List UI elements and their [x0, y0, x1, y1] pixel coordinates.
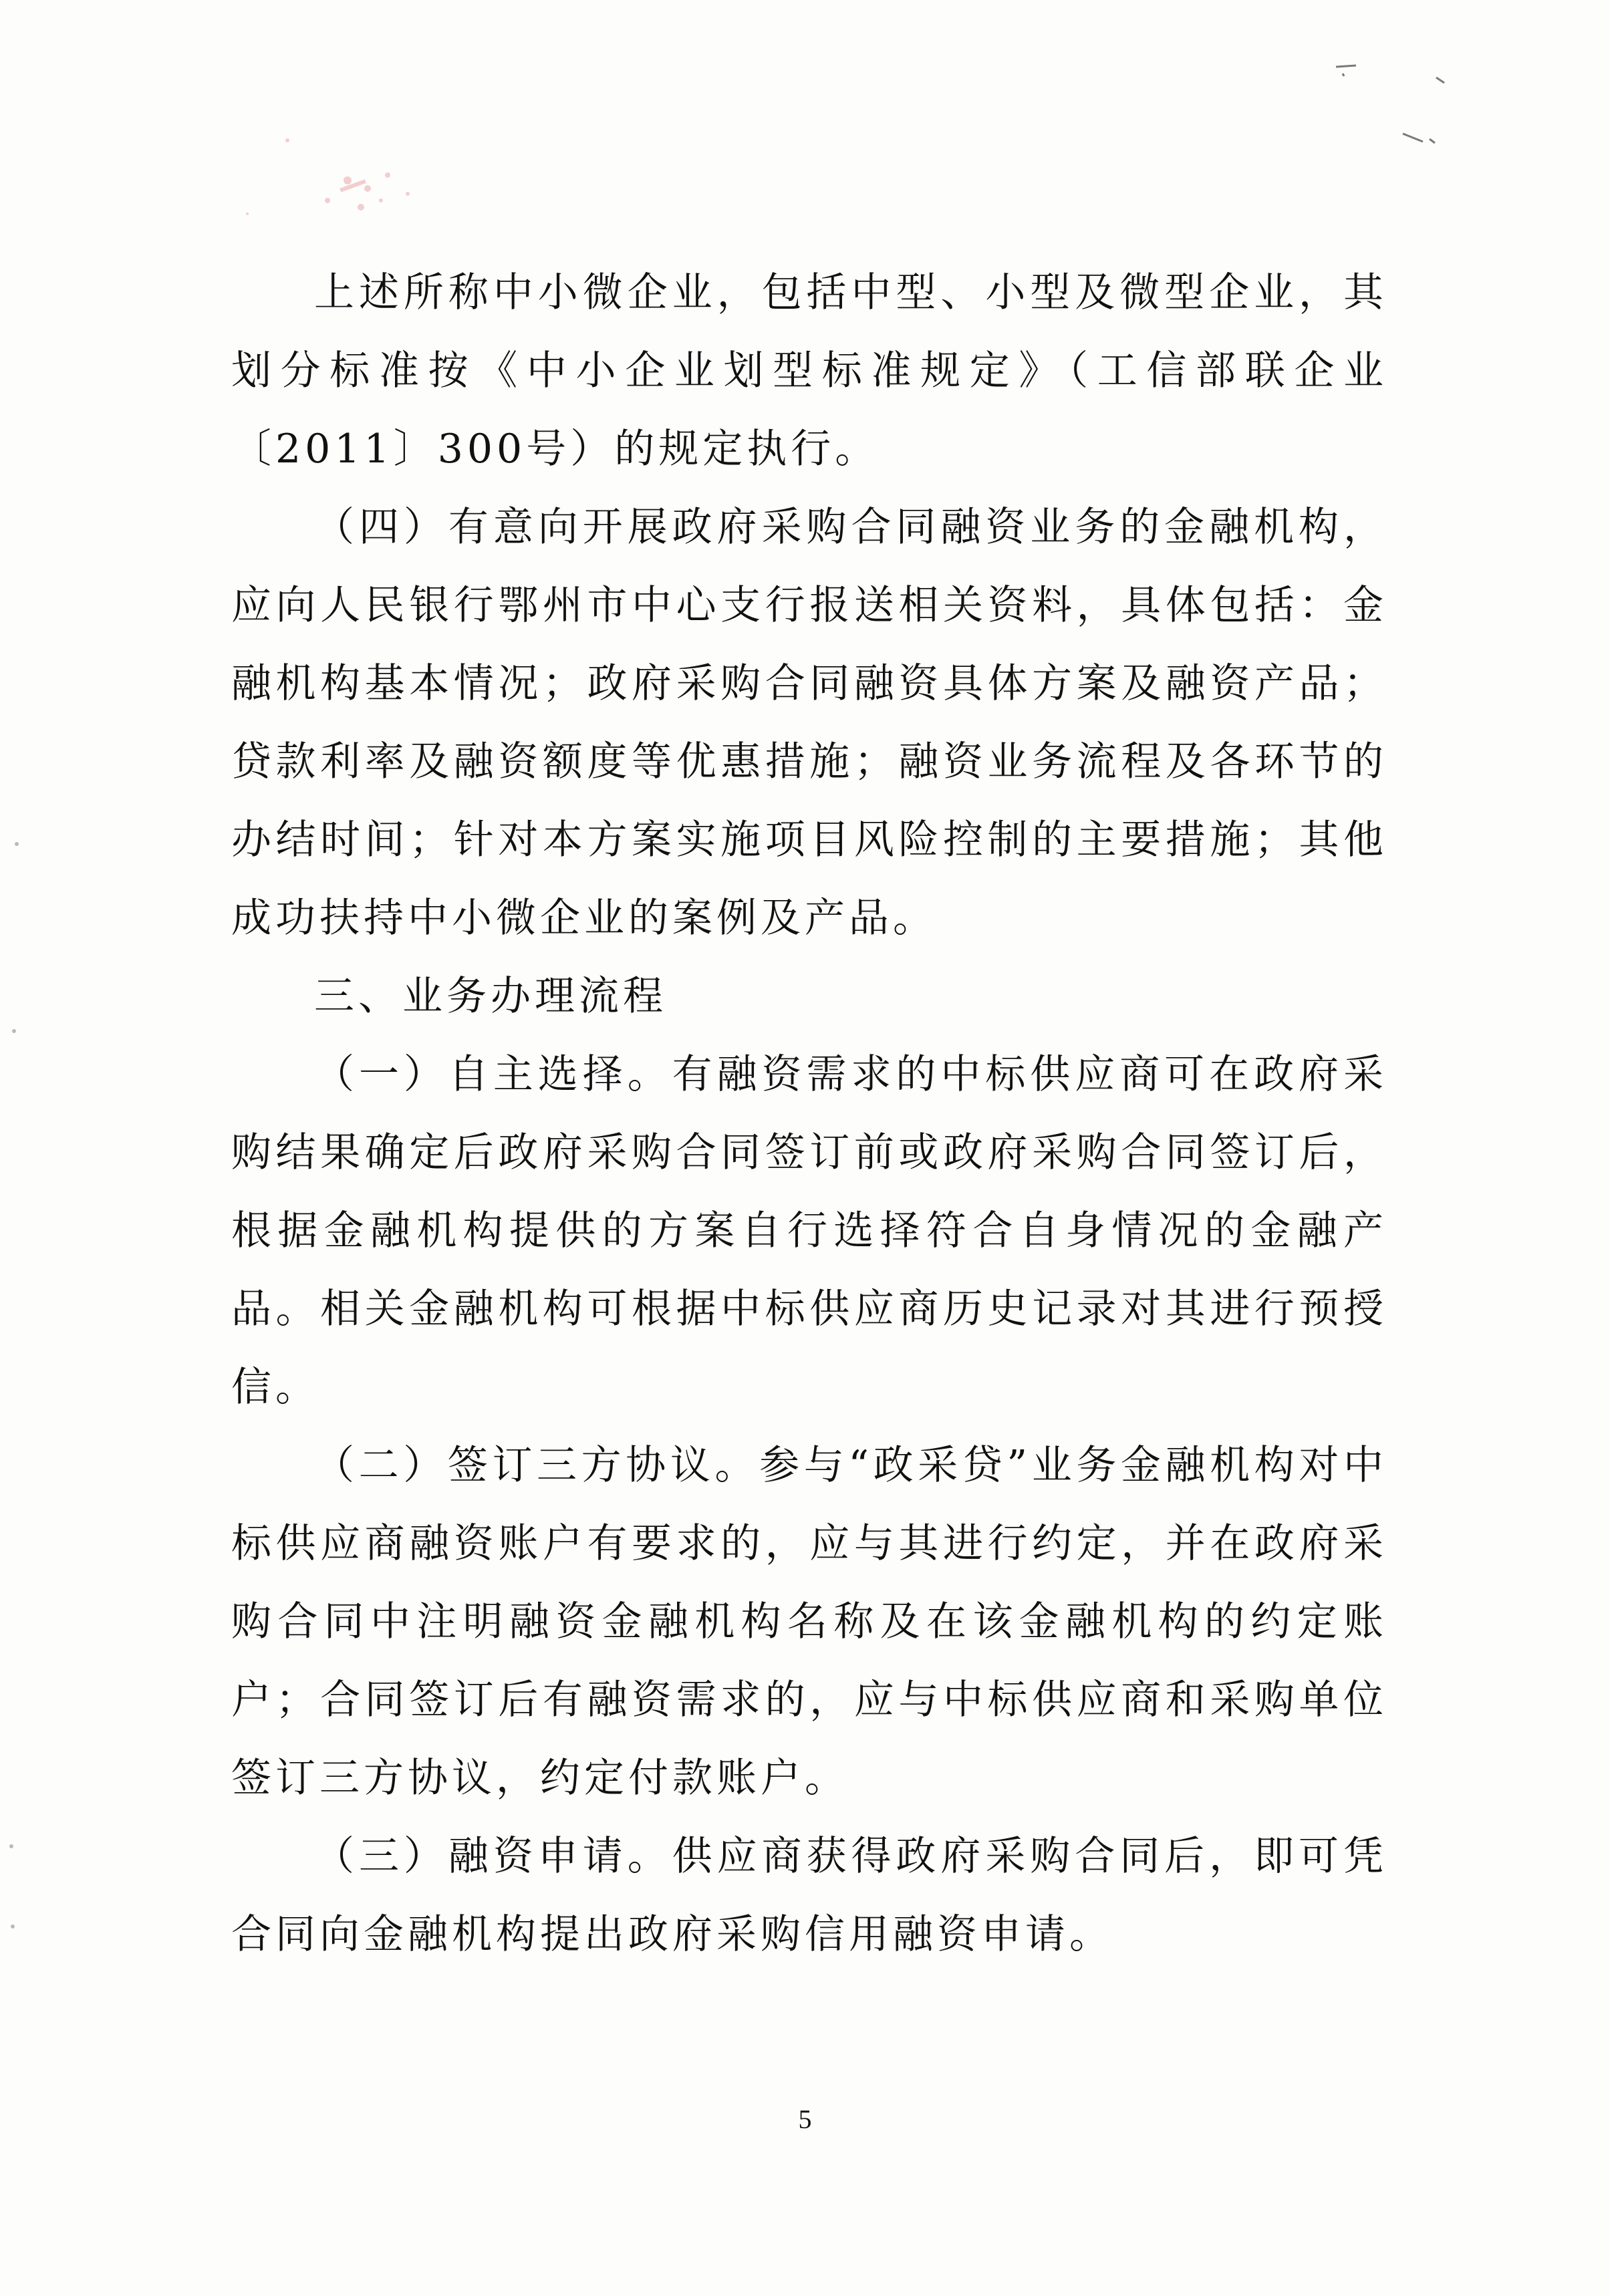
paragraph-sme-definition: 上述所称中小微企业，包括中型、小型及微型企业，其划分标准按《中小企业划型标准规定》（工信部联企业〔2011〕300号）的规定执行。 [231, 269, 1387, 472]
page-number: 5 [798, 2104, 812, 2134]
paragraph-independent-selection: （一）自主选择。有融资需求的中标供应商可在政府采购结果确定后政府采购合同签订前或政府采购合同签订后，根据金融机构提供的方案自行选择符合自身情况的金融产品。相关金融机构可根据中标供应商历史记录对其进行预授信。 [231, 1051, 1387, 1411]
edge-speck [9, 1844, 13, 1848]
edge-speck [12, 1029, 16, 1033]
paragraph-financing-application: （三）融资申请。供应商获得政府采购合同后，即可凭合同向金融机构提出政府采购信用融资申请。 [231, 1833, 1387, 1958]
scan-artifact-mark [1329, 53, 1503, 160]
edge-speck [15, 842, 19, 846]
document-body [231, 254, 1387, 1974]
paragraph-tripartite-agreement: （二）签订三方协议。参与“政采贷”业务金融机构对中标供应商融资账户有要求的，应与其进行约定，并在政府采购合同中注明融资金融机构名称及在该金融机构的约定账户；合同签订后有融资需求的，应与中标供应商和采购单位签订三方协议，约定付款账户。 [231, 1442, 1387, 1802]
paragraph-financial-institution-materials: （四）有意向开展政府采购合同融资业务的金融机构，应向人民银行鄂州市中心支行报送相关资料，具体包括：金融机构基本情况；政府采购合同融资具体方案及融资产品；贷款利率及融资额度等优惠措施；融资业务流程及各环节的办结时间；针对本方案实施项目风险控制的主要措施；其他成功扶持中小微企业的案例及产品。 [231, 504, 1387, 942]
faded-stamp-mark [207, 100, 428, 247]
edge-speck [11, 1924, 15, 1928]
section-heading-business-process: 三、业务办理流程 [314, 973, 667, 1020]
